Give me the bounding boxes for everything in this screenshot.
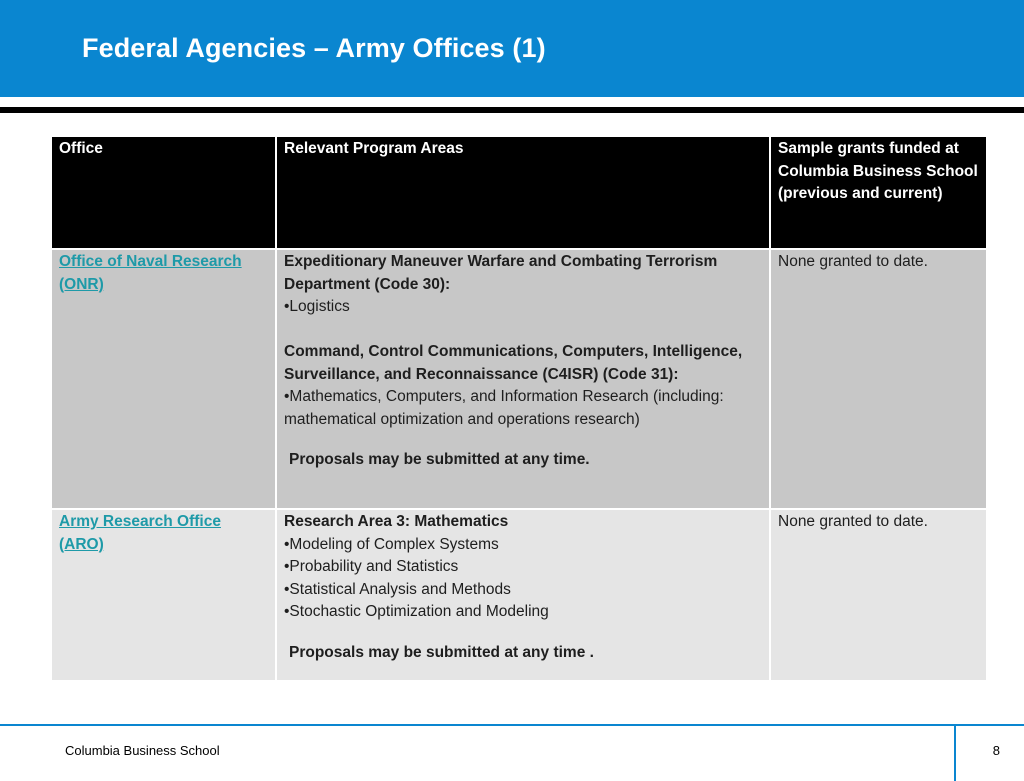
- aro-link[interactable]: Army Research Office (ARO): [59, 513, 221, 553]
- agencies-table: [52, 137, 986, 682]
- program-heading: Command, Control Communications, Computers, Intelligence, Surveillance, and Reconnaissance (C4ISR) (Code 31):: [284, 343, 743, 383]
- programs-cell: [276, 249, 770, 509]
- office-cell: [52, 509, 276, 681]
- table-header-row: [52, 137, 986, 249]
- page-number: 8: [992, 743, 1000, 758]
- program-item: •Modeling of Complex Systems: [284, 535, 499, 553]
- program-item: •Statistical Analysis and Methods: [284, 580, 511, 598]
- program-heading: Expeditionary Maneuver Warfare and Combating Terrorism Department (Code 30):: [284, 253, 718, 293]
- header-programs: Relevant Program Areas: [276, 137, 770, 249]
- title-bar: [0, 0, 1024, 97]
- table-row-aro: [52, 509, 986, 681]
- footer-school-name: Columbia Business School: [65, 743, 220, 758]
- footer-rule: [0, 724, 1024, 726]
- slide-title: Federal Agencies – Army Offices (1): [82, 33, 546, 63]
- programs-cell: [276, 509, 770, 681]
- program-heading: Research Area 3: Mathematics: [284, 513, 509, 530]
- onr-link[interactable]: Office of Naval Research (ONR): [59, 253, 242, 293]
- grants-cell: None granted to date.: [770, 249, 986, 509]
- header-divider-rule: [0, 107, 1024, 113]
- table-row-onr: [52, 249, 986, 509]
- header-divider-gap: [0, 97, 1024, 107]
- grants-cell: None granted to date.: [770, 509, 986, 681]
- program-item: •Probability and Statistics: [284, 558, 459, 575]
- program-item: •Stochastic Optimization and Modeling: [284, 603, 549, 620]
- program-item: •Mathematics, Computers, and Information Research (including: mathematical optimization and operations research): [284, 388, 724, 428]
- program-item: •Logistics: [284, 298, 350, 315]
- header-office: Office: [52, 137, 276, 249]
- office-cell: [52, 249, 276, 509]
- submission-note: Proposals may be submitted at any time.: [289, 451, 590, 468]
- header-grants: Sample grants funded at Columbia Business School (previous and current): [770, 137, 986, 249]
- footer-divider: [954, 726, 956, 781]
- submission-note: Proposals may be submitted at any time .: [289, 643, 594, 661]
